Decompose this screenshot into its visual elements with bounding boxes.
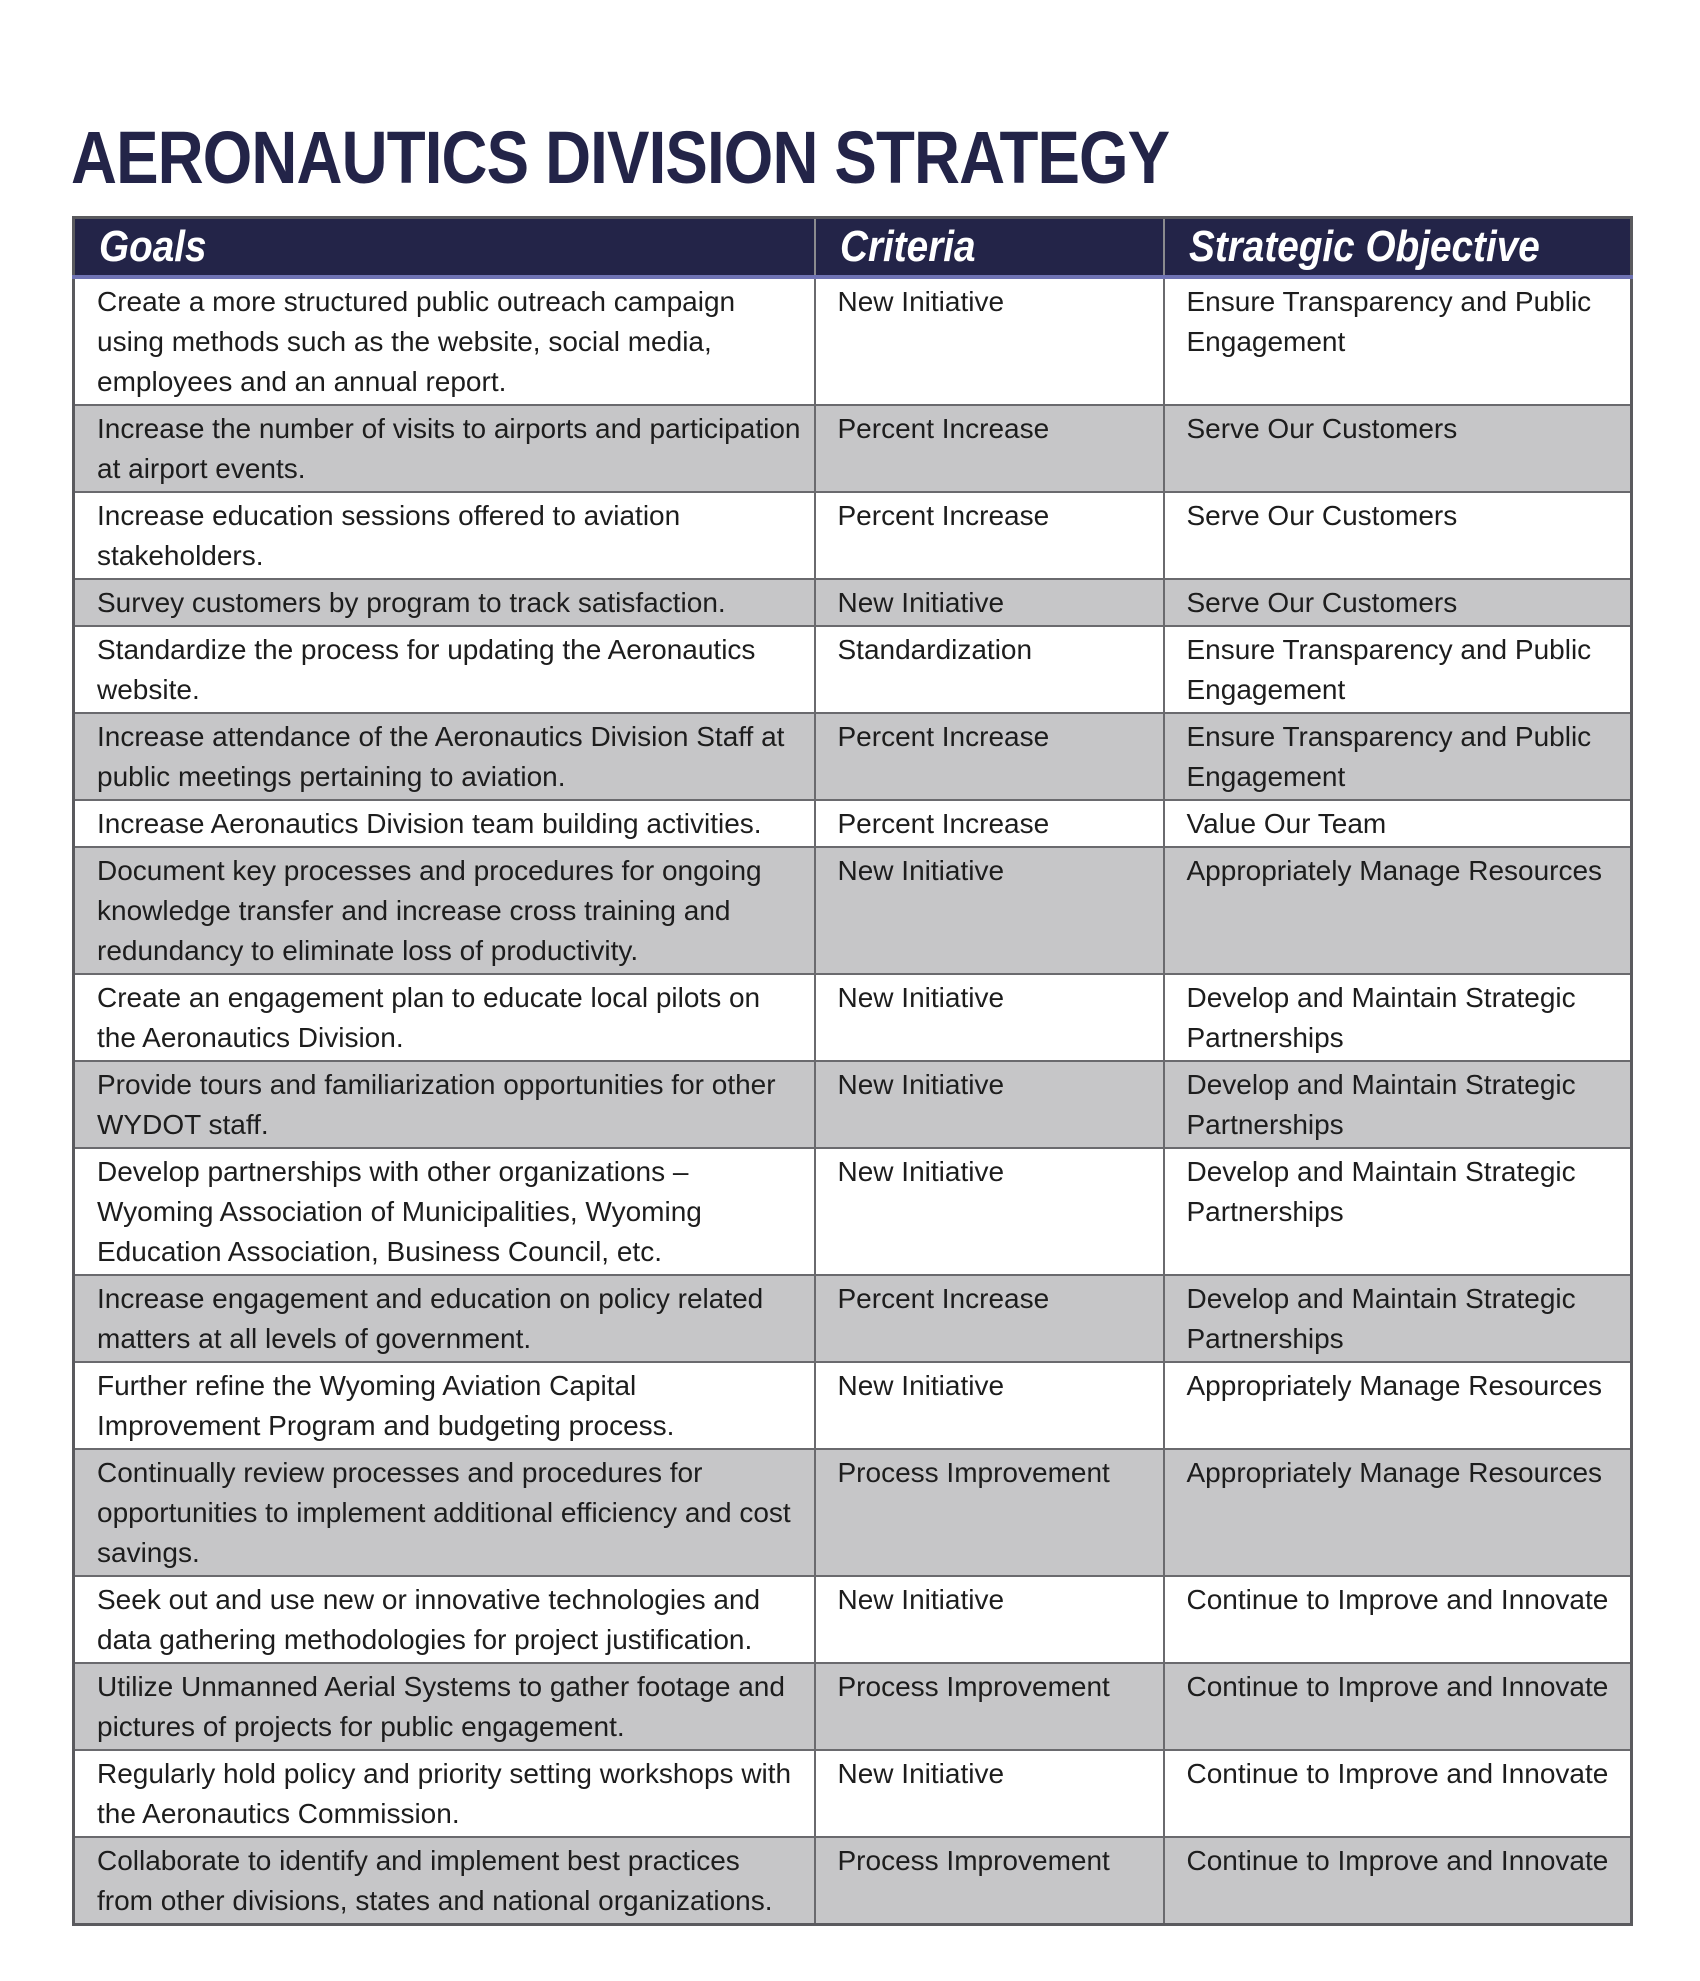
- criteria-cell: [815, 1362, 1164, 1449]
- objective-cell: [1164, 405, 1632, 492]
- table-row: [74, 1275, 1632, 1362]
- goal-cell-text: Increase attendance of the Aeronautics Division Staff at public meetings pertaining to aviation.: [97, 721, 785, 792]
- table-row: [74, 1837, 1632, 1925]
- table-row: [74, 1148, 1632, 1275]
- goal-cell-text: Utilize Unmanned Aerial Systems to gather footage and pictures of projects for public engagement.: [97, 1671, 785, 1742]
- goal-cell: [74, 277, 815, 405]
- objective-cell: [1164, 579, 1632, 626]
- goal-cell-text: Regularly hold policy and priority setting workshops with the Aeronautics Commission.: [97, 1758, 792, 1829]
- criteria-cell: [815, 1750, 1164, 1837]
- criteria-cell-text: New Initiative: [837, 982, 1005, 1013]
- goal-cell-text: Increase the number of visits to airports and participation at airport events.: [97, 413, 801, 484]
- criteria-cell-text: Percent Increase: [837, 413, 1050, 444]
- criteria-cell: [815, 1837, 1164, 1925]
- objective-cell-text: Develop and Maintain Strategic Partnerships: [1186, 1156, 1576, 1227]
- table-row: [74, 1663, 1632, 1750]
- table-row: [74, 1449, 1632, 1576]
- objective-cell-text: Serve Our Customers: [1186, 587, 1458, 618]
- objective-cell-text: Continue to Improve and Innovate: [1186, 1845, 1609, 1876]
- objective-cell-text: Develop and Maintain Strategic Partnerships: [1186, 1283, 1576, 1354]
- goal-cell-text: Create an engagement plan to educate local pilots on the Aeronautics Division.: [97, 982, 761, 1053]
- criteria-cell-text: New Initiative: [837, 1370, 1005, 1401]
- table-row: [74, 277, 1632, 405]
- goal-cell-text: Document key processes and procedures for ongoing knowledge transfer and increase cross training and redundancy to eliminate loss of productivity.: [97, 855, 762, 966]
- objective-cell: [1164, 492, 1632, 579]
- objective-cell-text: Ensure Transparency and Public Engagement: [1186, 286, 1592, 357]
- objective-cell-text: Develop and Maintain Strategic Partnerships: [1186, 1069, 1576, 1140]
- table-row: [74, 1362, 1632, 1449]
- objective-cell: [1164, 1449, 1632, 1576]
- goal-cell: [74, 1061, 815, 1148]
- objective-cell: [1164, 1275, 1632, 1362]
- table-row: [74, 492, 1632, 579]
- goal-cell: [74, 974, 815, 1061]
- strategy-table: [72, 216, 1633, 1926]
- header-row: [74, 218, 1632, 278]
- criteria-cell: [815, 1663, 1164, 1750]
- goal-cell-text: Further refine the Wyoming Aviation Capital Improvement Program and budgeting process.: [97, 1370, 675, 1441]
- criteria-cell: [815, 492, 1164, 579]
- criteria-cell: [815, 1061, 1164, 1148]
- goal-cell: [74, 1837, 815, 1925]
- objective-cell-text: Serve Our Customers: [1186, 500, 1458, 531]
- table-row: [74, 800, 1632, 847]
- goal-cell: [74, 1362, 815, 1449]
- goal-cell-text: Continually review processes and procedures for opportunities to implement additional efficiency and cost savings.: [97, 1457, 791, 1568]
- criteria-cell: [815, 974, 1164, 1061]
- goal-cell-text: Provide tours and familiarization opportunities for other WYDOT staff.: [97, 1069, 776, 1140]
- objective-cell: [1164, 713, 1632, 800]
- criteria-cell-text: New Initiative: [837, 855, 1005, 886]
- criteria-cell: [815, 626, 1164, 713]
- criteria-cell-text: New Initiative: [837, 1069, 1005, 1100]
- criteria-cell-text: Percent Increase: [837, 721, 1050, 752]
- objective-cell-text: Continue to Improve and Innovate: [1186, 1584, 1609, 1615]
- objective-cell: [1164, 1362, 1632, 1449]
- table-row: [74, 579, 1632, 626]
- criteria-cell: [815, 800, 1164, 847]
- table-row: [74, 405, 1632, 492]
- header-goals: Goals: [74, 218, 815, 278]
- criteria-cell: [815, 1449, 1164, 1576]
- goal-cell-text: Standardize the process for updating the Aeronautics website.: [97, 634, 756, 705]
- objective-cell: [1164, 1837, 1632, 1925]
- page-title: AERONAUTICS DIVISION STRATEGY: [71, 116, 1170, 199]
- goal-cell: [74, 713, 815, 800]
- criteria-cell: [815, 579, 1164, 626]
- goal-cell: [74, 1576, 815, 1663]
- objective-cell: [1164, 1576, 1632, 1663]
- criteria-cell-text: New Initiative: [837, 1584, 1005, 1615]
- goal-cell-text: Survey customers by program to track satisfaction.: [97, 587, 726, 618]
- objective-cell-text: Value Our Team: [1186, 808, 1387, 839]
- objective-cell-text: Serve Our Customers: [1186, 413, 1458, 444]
- criteria-cell-text: New Initiative: [837, 587, 1005, 618]
- objective-cell: [1164, 974, 1632, 1061]
- goal-cell: [74, 1275, 815, 1362]
- objective-cell-text: Appropriately Manage Resources: [1186, 1457, 1603, 1488]
- goal-cell: [74, 626, 815, 713]
- criteria-cell-text: New Initiative: [837, 1758, 1005, 1789]
- criteria-cell-text: Process Improvement: [837, 1671, 1110, 1702]
- objective-cell: [1164, 847, 1632, 974]
- criteria-cell: [815, 1576, 1164, 1663]
- goal-cell-text: Create a more structured public outreach campaign using methods such as the website, social media, employees and an annual report.: [97, 286, 736, 397]
- criteria-cell-text: Percent Increase: [837, 808, 1050, 839]
- goal-cell-text: Increase Aeronautics Division team building activities.: [97, 808, 762, 839]
- table-row: [74, 713, 1632, 800]
- goal-cell: [74, 492, 815, 579]
- goal-cell: [74, 847, 815, 974]
- criteria-cell-text: Percent Increase: [837, 1283, 1050, 1314]
- table-row: [74, 974, 1632, 1061]
- criteria-cell: [815, 1275, 1164, 1362]
- criteria-cell: [815, 405, 1164, 492]
- goal-cell: [74, 1449, 815, 1576]
- goal-cell-text: Seek out and use new or innovative technologies and data gathering methodologies for project justification.: [97, 1584, 761, 1655]
- goal-cell: [74, 579, 815, 626]
- header-criteria: Criteria: [815, 218, 1164, 278]
- criteria-cell: [815, 1148, 1164, 1275]
- criteria-cell-text: Standardization: [837, 634, 1033, 665]
- goal-cell: [74, 1663, 815, 1750]
- objective-cell: [1164, 1663, 1632, 1750]
- goal-cell: [74, 1148, 815, 1275]
- criteria-cell-text: Percent Increase: [837, 500, 1050, 531]
- criteria-cell: [815, 277, 1164, 405]
- table-row: [74, 1061, 1632, 1148]
- objective-cell-text: Ensure Transparency and Public Engagement: [1186, 721, 1592, 792]
- objective-cell-text: Continue to Improve and Innovate: [1186, 1671, 1609, 1702]
- objective-cell: [1164, 626, 1632, 713]
- objective-cell-text: Appropriately Manage Resources: [1186, 1370, 1603, 1401]
- objective-cell: [1164, 1148, 1632, 1275]
- objective-cell-text: Appropriately Manage Resources: [1186, 855, 1603, 886]
- table-row: [74, 847, 1632, 974]
- table-row: [74, 1750, 1632, 1837]
- table-row: [74, 626, 1632, 713]
- objective-cell-text: Continue to Improve and Innovate: [1186, 1758, 1609, 1789]
- criteria-cell: [815, 713, 1164, 800]
- objective-cell: [1164, 1750, 1632, 1837]
- goal-cell: [74, 1750, 815, 1837]
- goal-cell: [74, 405, 815, 492]
- header-strategic-objective: Strategic Objective: [1164, 218, 1632, 278]
- criteria-cell-text: Process Improvement: [837, 1845, 1110, 1876]
- table-row: [74, 1576, 1632, 1663]
- criteria-cell: [815, 847, 1164, 974]
- objective-cell-text: Ensure Transparency and Public Engagement: [1186, 634, 1592, 705]
- goal-cell-text: Collaborate to identify and implement best practices from other divisions, states and national organizations.: [97, 1845, 773, 1916]
- objective-cell-text: Develop and Maintain Strategic Partnerships: [1186, 982, 1576, 1053]
- objective-cell: [1164, 800, 1632, 847]
- table-header: [74, 218, 1632, 278]
- criteria-cell-text: Process Improvement: [837, 1457, 1110, 1488]
- goal-cell-text: Increase education sessions offered to aviation stakeholders.: [97, 500, 681, 571]
- objective-cell: [1164, 277, 1632, 405]
- criteria-cell-text: New Initiative: [837, 286, 1005, 317]
- goal-cell-text: Increase engagement and education on policy related matters at all levels of government.: [97, 1283, 764, 1354]
- goal-cell-text: Develop partnerships with other organizations – Wyoming Association of Municipalities, Wyoming Education Association, Business Council, etc.: [97, 1156, 702, 1267]
- table-body: [74, 277, 1632, 1925]
- criteria-cell-text: New Initiative: [837, 1156, 1005, 1187]
- objective-cell: [1164, 1061, 1632, 1148]
- goal-cell: [74, 800, 815, 847]
